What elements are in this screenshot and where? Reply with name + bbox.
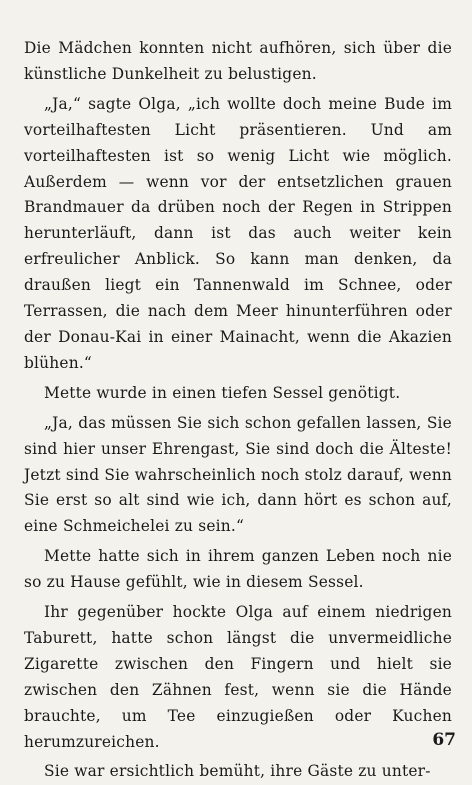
page-number: 67	[432, 730, 456, 750]
paragraph-7: Sie war ersichtlich bemüht, ihre Gäste zu unter-	[44, 762, 431, 781]
paragraph-1: Die Mädchen konnten nicht aufhören, sich über die künstliche Dunkelheit zu belustigen.	[24, 39, 452, 83]
paragraph-2: „Ja,“ sagte Olga, „ich wollte doch meine Bude im vorteilhaftesten Licht präsentieren. Und am vorteilhaftesten ist so wenig Licht wie möglich. Außerdem — wenn vor der entsetzlichen grauen Brandmauer da drüben noch der Regen in Strippen herunterläuft, dann ist das auch weiter kein erfreulicher Anblick. So kann man denken, da draußen liegt ein Tannenwald im Schnee, oder Terrassen, die nach dem Meer hinunterführen oder der Donau-Kai in einer Mainacht, wenn die Akazien blühen.“	[24, 94, 452, 372]
paragraph-3: Mette wurde in einen tiefen Sessel genötigt.	[44, 383, 401, 402]
paragraph-5: Mette hatte sich in ihrem ganzen Leben noch nie so zu Hause gefühlt, wie in diesem Sessel.	[24, 547, 452, 592]
paragraph-6: Ihr gegenüber hockte Olga auf einem niedrigen Taburett, hatte schon längst die unvermeidliche Zigarette zwischen den Fingern und hielt sie zwischen den Zähnen fest, wenn sie die Hände brauchte, um Tee einzugießen oder Kuchen herumzureichen.	[24, 603, 452, 751]
paragraph-4: „Ja, das müssen Sie sich schon gefallen lassen, Sie sind hier unser Ehrengast, Sie sind doch die Älteste! Jetzt sind Sie wahrscheinlich noch stolz darauf, wenn Sie erst so alt sind wie ich, dann hört es schon auf, eine Schmeichelei zu sein.“	[24, 413, 452, 536]
